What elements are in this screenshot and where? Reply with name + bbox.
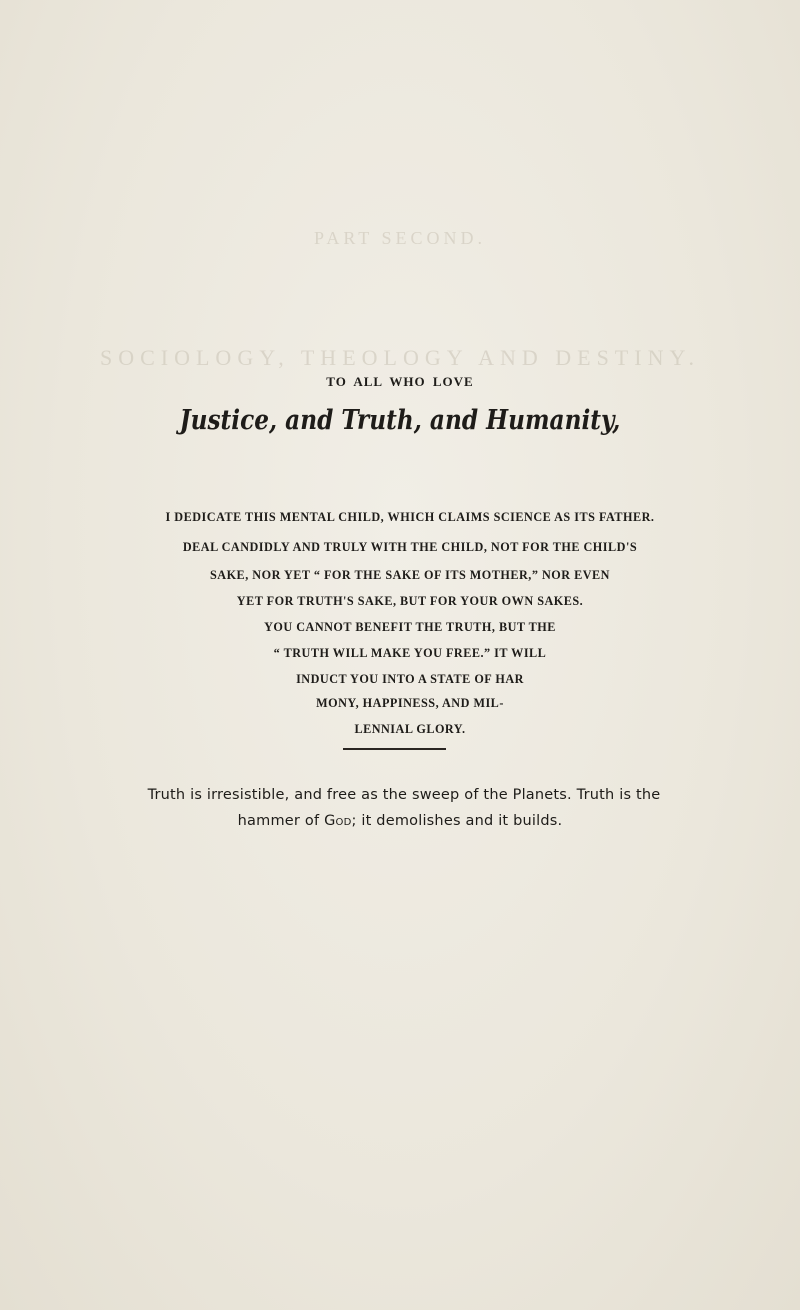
dedication-header: TO ALL WHO LOVE	[326, 374, 474, 389]
dedication-line-6: “ TRUTH WILL MAKE YOU FREE.” IT WILL	[273, 646, 547, 660]
dedication-line-2: DEAL CANDIDLY AND TRULY WITH THE CHILD, NOT FOR THE CHILD'S	[182, 540, 638, 554]
dedication-line-9: LENNIAL GLORY.	[354, 722, 466, 736]
dedication-line-4: YET FOR TRUTH'S SAKE, BUT FOR YOUR OWN SAKES.	[236, 594, 584, 608]
quote-line-2-end: ; it demolishes and it builds.	[351, 813, 563, 829]
quote-line-2-start: hammer of	[237, 813, 325, 829]
quote-god-word: God	[324, 813, 352, 829]
dedication-line-8: MONY, HAPPINESS, AND MIL-	[316, 696, 504, 710]
dedication-line-7: INDUCT YOU INTO A STATE OF HAR	[296, 672, 524, 686]
quote-line-1: Truth is irresistible, and free as the sweep of the Planets. Truth is the	[147, 787, 661, 803]
show-through-text-1: PART SECOND.	[314, 228, 486, 248]
dedication-line-3: SAKE, NOR YET “ FOR THE SAKE OF ITS MOTHER,” NOR EVEN	[210, 568, 610, 582]
quote-line-2	[0, 813, 800, 829]
horizontal-rule	[343, 748, 446, 750]
dedication-line-1: I DEDICATE THIS MENTAL CHILD, WHICH CLAIMS SCIENCE AS ITS FATHER.	[165, 510, 655, 524]
blackletter-title: Justice, and Truth, and Humanity,	[179, 405, 621, 436]
dedication-line-5: YOU CANNOT BENEFIT THE TRUTH, BUT THE	[264, 620, 556, 634]
show-through-text-2: SOCIOLOGY, THEOLOGY AND DESTINY.	[99, 345, 701, 370]
